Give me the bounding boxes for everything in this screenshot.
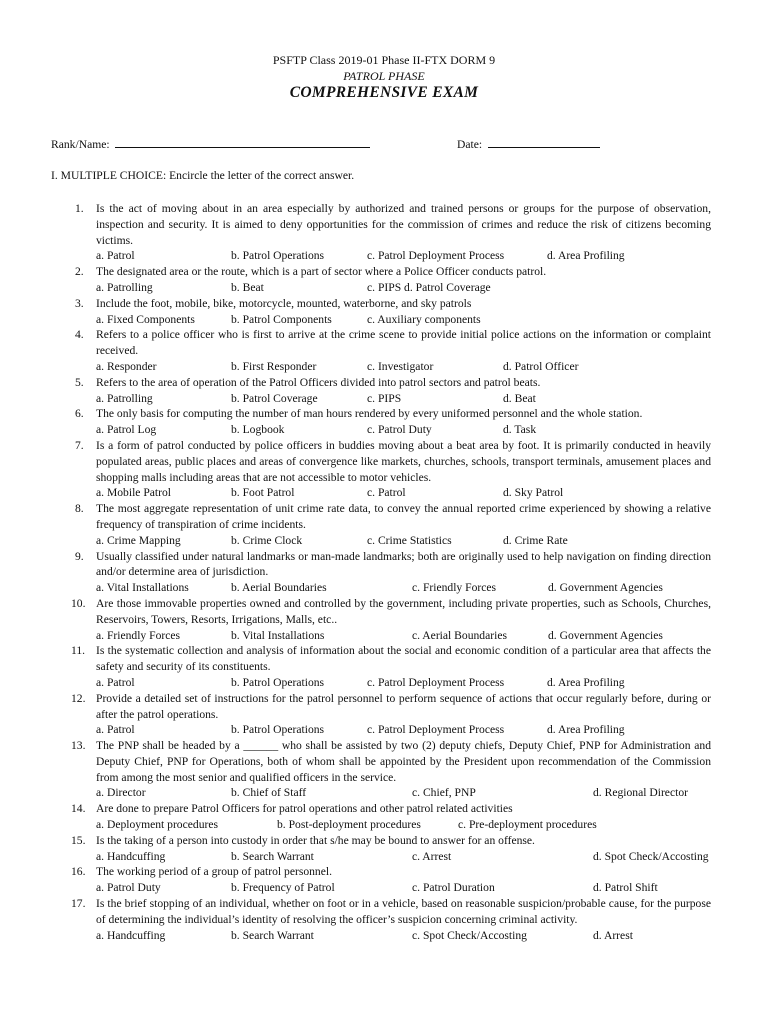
answer-options: [96, 785, 711, 801]
question-number: 13.: [71, 739, 86, 753]
answer-option[interactable]: c. Chief, PNP: [412, 786, 476, 800]
answer-option[interactable]: a. Patrol Duty: [96, 881, 161, 895]
question-number: 8.: [75, 502, 84, 516]
question-text: Is the systematic collection and analysis of information about the social and economic condition of a particular area that affects the safety and security of its constituents.: [96, 644, 711, 674]
answer-option[interactable]: d. Government Agencies: [548, 628, 663, 642]
answer-options: [96, 391, 711, 407]
question-item: [0, 406, 711, 438]
answer-option[interactable]: a. Deployment procedures: [96, 818, 219, 832]
question-item: [0, 896, 711, 943]
answer-options: [96, 880, 711, 896]
answer-option[interactable]: c. Patrol Duration: [412, 881, 495, 895]
answer-option[interactable]: d. Sky Patrol: [503, 486, 564, 500]
question-text: The PNP shall be headed by a ______ who shall be assisted by two (2) deputy chiefs, Deputy Chief, PNP for Administration and Deputy Chief, PNP for Operations, both of whom shall be appointed by the President upon recommendation of the Commission from among the most senior and qualified officers in the service.: [96, 739, 711, 784]
answer-option[interactable]: a. Vital Installations: [96, 581, 189, 595]
answer-option[interactable]: d. Area Profiling: [547, 723, 625, 737]
answer-option[interactable]: b. Vital Installations: [231, 628, 325, 642]
question-list: [0, 201, 768, 943]
question-item: [0, 643, 711, 690]
question-number: 1.: [75, 202, 84, 215]
question-text: The only basis for computing the number of man hours rendered by every uniformed personnel and the whole station.: [96, 407, 643, 421]
answer-option[interactable]: b. Crime Clock: [231, 533, 303, 547]
question-number: 15.: [71, 833, 86, 847]
question-text: Is a form of patrol conducted by police officers in buddies moving about a beat area by foot. It is primarily conducted in heavily populated areas, public places and areas of convergence like markets, churches, schools, transport terminals, amusement places and shopping malls including areas that are not accessible to motor vehicles.: [96, 438, 711, 484]
answer-option[interactable]: c. Friendly Forces: [412, 581, 497, 595]
answer-option[interactable]: b. Post-deployment procedures: [277, 818, 421, 832]
question-number: 5.: [75, 375, 84, 389]
question-number: 6.: [75, 407, 84, 421]
answer-option[interactable]: b. Patrol Operations: [231, 723, 325, 737]
answer-option[interactable]: b. Beat: [231, 280, 264, 294]
question-number: 12.: [71, 691, 86, 705]
question-number: 10.: [71, 596, 86, 610]
answer-option[interactable]: c. Patrol Duty: [367, 423, 432, 437]
question-item: [0, 296, 711, 328]
answer-option[interactable]: a. Handcuffing: [96, 928, 166, 942]
answer-options: [96, 248, 711, 264]
answer-option[interactable]: c. Aerial Boundaries: [412, 628, 507, 642]
exam-title: COMPREHENSIVE EXAM: [289, 84, 479, 101]
rank-name-label: Rank/Name:: [51, 138, 110, 151]
question-number: 16.: [71, 865, 86, 879]
answer-option[interactable]: d. Patrol Shift: [593, 881, 658, 895]
answer-options: [96, 817, 711, 833]
question-text: Is the act of moving about in an area especially by authorized and trained persons or groups for the purpose of observation, inspection and security. It is aimed to deny opportunities for the commission of crimes and reduce the risk of citizens becoming victims.: [96, 202, 711, 247]
answer-option[interactable]: c. Patrol Deployment Process: [367, 723, 505, 737]
question-text: The designated area or the route, which is a part of sector where a Police Officer conducts patrol.: [96, 265, 547, 279]
answer-option[interactable]: a. Patrol: [96, 675, 135, 689]
answer-options: [96, 675, 711, 691]
answer-options: [96, 628, 711, 644]
answer-option[interactable]: b. Search Warrant: [231, 849, 314, 863]
answer-option[interactable]: b. First Responder: [231, 359, 317, 373]
answer-option[interactable]: b. Search Warrant: [231, 928, 314, 942]
question-item: [0, 864, 711, 896]
answer-options: [96, 580, 711, 596]
question-text: Are done to prepare Patrol Officers for patrol operations and other patrol related activities: [96, 802, 513, 816]
answer-options: [96, 722, 711, 738]
question-text: Usually classified under natural landmarks or man-made landmarks; both are originally used to help navigation on finding direction and/or determine area of jurisdiction.: [96, 549, 711, 579]
answer-option[interactable]: c. Pre-deployment procedures: [458, 818, 597, 832]
answer-option[interactable]: a. Fixed Components: [96, 312, 195, 326]
question-text: Is the brief stopping of an individual, whether on foot or in a vehicle, based on reasonable suspicion/probable cause, for the purpose of determining the individual’s identity of resolving the officer’s suspicion concerning criminal activity.: [96, 897, 711, 926]
answer-option[interactable]: b. Logbook: [231, 423, 285, 437]
answer-option[interactable]: a. Mobile Patrol: [96, 486, 172, 500]
answer-option[interactable]: b. Patrol Coverage: [231, 391, 318, 405]
question-item: [0, 375, 711, 407]
question-item: [0, 264, 711, 296]
answer-option[interactable]: a. Patrol: [96, 723, 135, 737]
date-label: Date:: [457, 138, 483, 151]
answer-option[interactable]: c. Arrest: [412, 849, 452, 863]
answer-option[interactable]: d. Arrest: [593, 928, 633, 942]
question-text: Refers to a police officer who is first to arrive at the crime scene to provide initial police actions on the information or complaint received.: [96, 328, 711, 358]
answer-option[interactable]: b. Aerial Boundaries: [231, 581, 327, 595]
answer-options: [96, 928, 711, 944]
question-number: 4.: [75, 328, 84, 342]
answer-option[interactable]: b. Chief of Staff: [231, 786, 307, 800]
question-item: [0, 549, 711, 596]
answer-option[interactable]: a. Patrolling: [96, 391, 153, 405]
question-item: [0, 738, 711, 801]
answer-options: [96, 280, 711, 296]
section-instruction: I. MULTIPLE CHOICE: Encircle the letter of the correct answer.: [51, 169, 355, 182]
rank-name-field: [51, 137, 370, 153]
answer-options: [96, 359, 711, 375]
answer-option[interactable]: a. Patrol: [96, 249, 135, 263]
question-number: 7.: [75, 438, 84, 452]
answer-option[interactable]: d. Beat: [503, 391, 536, 405]
question-item: [0, 691, 711, 738]
answer-option[interactable]: c. Spot Check/Accosting: [412, 928, 527, 942]
question-number: 3.: [75, 296, 84, 310]
question-number: 14.: [71, 802, 86, 816]
answer-options: [96, 485, 711, 501]
question-text: Include the foot, mobile, bike, motorcycle, mounted, waterborne, and sky patrols: [96, 296, 472, 310]
answer-option[interactable]: c. Crime Statistics: [367, 533, 452, 547]
question-number: 9.: [75, 549, 84, 563]
answer-options: [96, 422, 711, 438]
question-item: [0, 438, 711, 501]
answer-option[interactable]: c. PIPS d. Patrol Coverage: [367, 280, 491, 294]
date-field: [457, 137, 600, 153]
question-number: 2.: [75, 265, 84, 279]
question-number: 17.: [71, 897, 86, 911]
answer-option[interactable]: b. Patrol Operations: [231, 249, 325, 263]
date-blank[interactable]: [488, 137, 600, 148]
question-item: [0, 327, 711, 374]
question-item: [0, 201, 711, 264]
answer-options: [96, 533, 711, 549]
answer-option[interactable]: a. Handcuffing: [96, 849, 166, 863]
answer-options: [96, 849, 711, 865]
question-text: Are those immovable properties owned and controlled by the government, including private properties, such as Schools, Churches, Reservoirs, Towers, Resorts, Irrigations, Malls, etc..: [96, 596, 711, 626]
rank-name-blank[interactable]: [115, 137, 370, 148]
answer-option[interactable]: c. Investigator: [367, 359, 434, 373]
question-number: 11.: [71, 644, 86, 658]
answer-option[interactable]: d. Spot Check/Accosting: [593, 849, 709, 863]
answer-option[interactable]: a. Patrolling: [96, 280, 153, 294]
answer-option[interactable]: c. Patrol Deployment Process: [367, 675, 505, 689]
answer-option[interactable]: d. Regional Director: [593, 786, 688, 800]
answer-options: [96, 312, 711, 328]
question-item: [0, 596, 711, 643]
phase-subtitle: PATROL PHASE: [343, 69, 425, 83]
answer-option[interactable]: d. Area Profiling: [547, 249, 625, 263]
question-text: The working period of a group of patrol personnel.: [96, 865, 332, 879]
answer-option[interactable]: c. Auxiliary components: [367, 312, 481, 326]
answer-option[interactable]: d. Task: [503, 423, 537, 437]
answer-option[interactable]: a. Patrol Log: [96, 423, 157, 437]
answer-option[interactable]: c. Patrol Deployment Process: [367, 249, 505, 263]
question-text: Provide a detailed set of instructions for the patrol personnel to perform sequence of actions that occur regularly before, during or after the patrol operations.: [96, 691, 711, 721]
answer-option[interactable]: b. Patrol Components: [231, 312, 332, 326]
answer-option[interactable]: d. Patrol Officer: [503, 359, 579, 373]
answer-option[interactable]: a. Responder: [96, 359, 157, 373]
question-text: Is the taking of a person into custody in order that s/he may be bound to answer for an offense.: [96, 833, 535, 847]
answer-option[interactable]: a. Crime Mapping: [96, 533, 181, 547]
answer-option[interactable]: d. Crime Rate: [503, 533, 568, 547]
question-text: The most aggregate representation of unit crime rate data, to convey the annual reported crime experienced by showing a relative frequency of transpiration of crime incidents.: [96, 502, 711, 531]
question-item: [0, 501, 711, 548]
answer-option[interactable]: b. Patrol Operations: [231, 675, 325, 689]
answer-option[interactable]: d. Government Agencies: [548, 581, 663, 595]
answer-option[interactable]: c. PIPS: [367, 391, 402, 405]
answer-option[interactable]: b. Frequency of Patrol: [231, 881, 335, 895]
answer-option[interactable]: a. Friendly Forces: [96, 628, 181, 642]
answer-option[interactable]: a. Director: [96, 786, 146, 800]
question-text: Refers to the area of operation of the Patrol Officers divided into patrol sectors and patrol beats.: [96, 375, 541, 389]
answer-option[interactable]: c. Patrol: [367, 486, 406, 500]
answer-option[interactable]: d. Area Profiling: [547, 675, 625, 689]
answer-option[interactable]: b. Foot Patrol: [231, 486, 295, 500]
class-header: PSFTP Class 2019-01 Phase II-FTX DORM 9: [272, 53, 496, 67]
question-item: [0, 833, 711, 865]
question-item: [0, 801, 711, 833]
